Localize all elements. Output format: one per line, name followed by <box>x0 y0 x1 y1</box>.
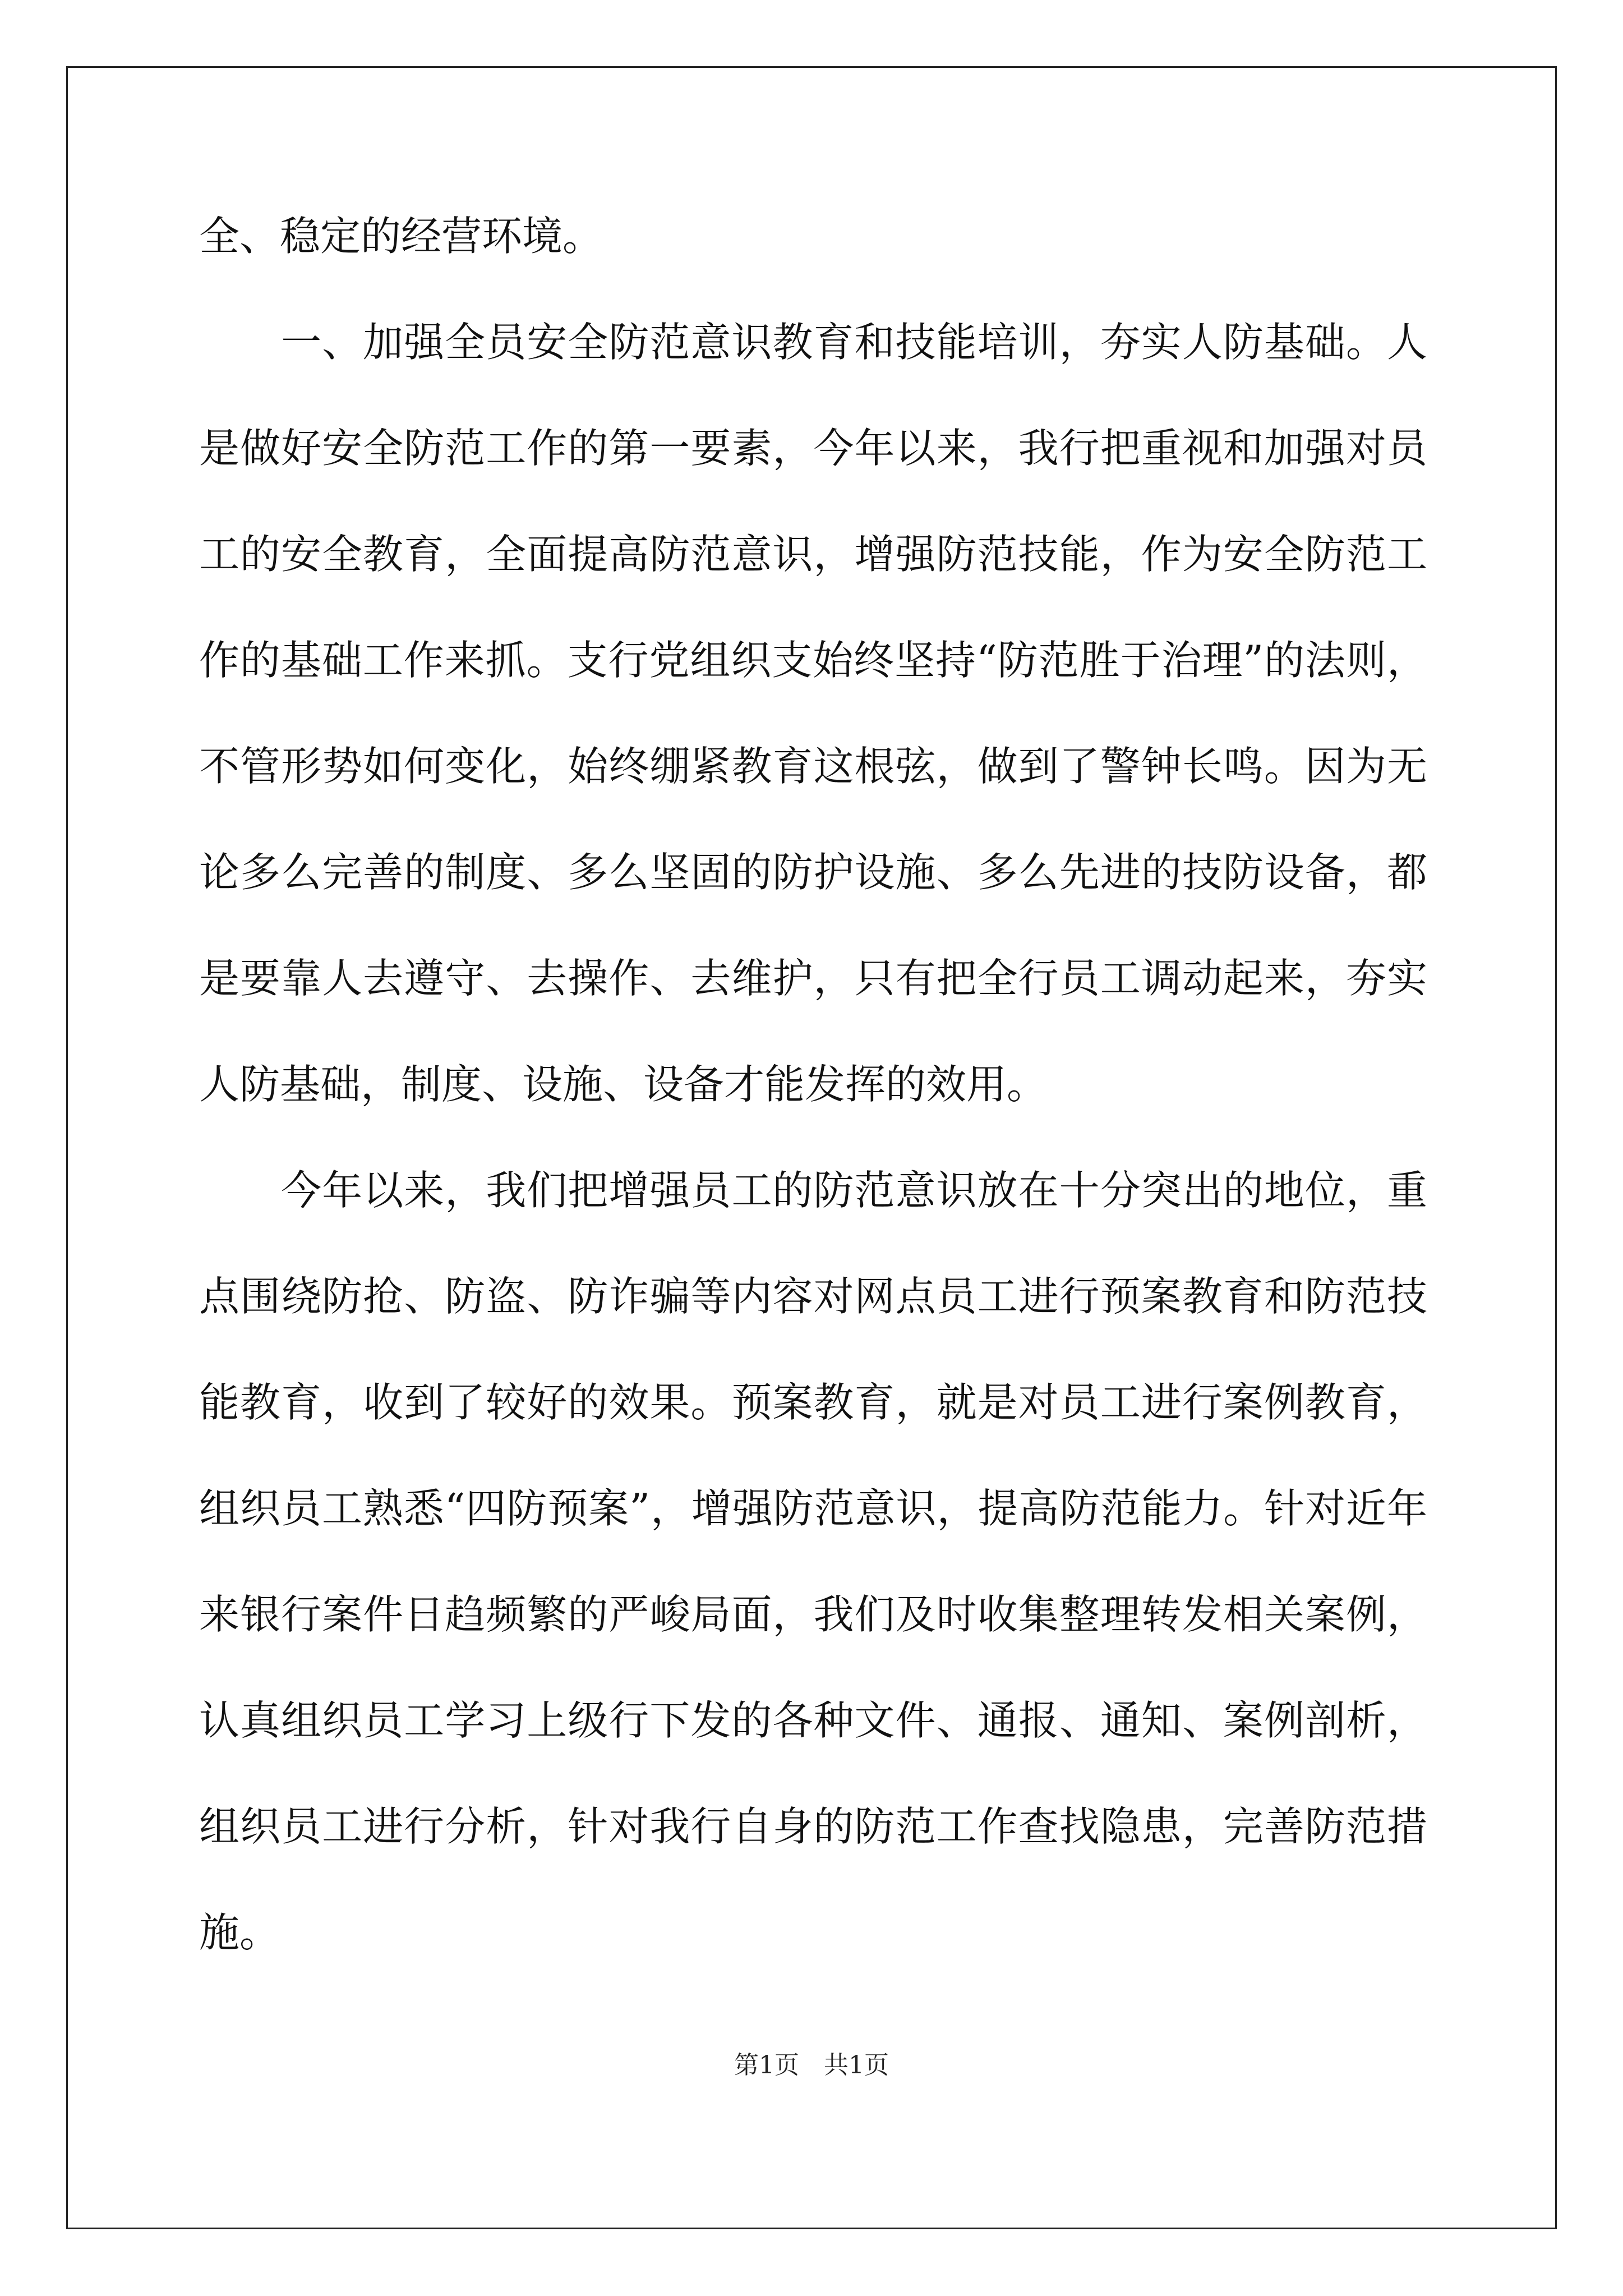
text-line: 不管形势如何变化，始终绷紧教育这根弦，做到了警钟长鸣。因为无 <box>199 743 1427 790</box>
text-line: 施。 <box>199 1909 280 1956</box>
text-line: 认真组织员工学习上级行下发的各种文件、通报、通知、案例剖析， <box>199 1697 1427 1744</box>
page-number-footer: 第1页 共1页 <box>734 2051 889 2079</box>
text-line: 今年以来，我们把增强员工的防范意识放在十分突出的地位，重 <box>199 1167 1427 1214</box>
text-line: 来银行案件日趋频繁的严峻局面，我们及时收集整理转发相关案例， <box>199 1591 1427 1638</box>
text-line: 组织员工熟悉“四防预案”，增强防范意识，提高防范能力。针对近年 <box>199 1485 1427 1532</box>
text-line: 组织员工进行分析，针对我行自身的防范工作查找隐患，完善防范措 <box>199 1803 1427 1850</box>
text-line: 论多么完善的制度、多么坚固的防护设施、多么先进的技防设备，都 <box>199 849 1427 896</box>
text-line: 作的基础工作来抓。支行党组织支始终坚持“防范胜于治理”的法则， <box>199 637 1427 684</box>
text-line: 能教育，收到了较好的效果。预案教育，就是对员工进行案例教育， <box>199 1379 1427 1426</box>
text-line: 全、稳定的经营环境。 <box>199 213 603 260</box>
text-line: 人防基础，制度、设施、设备才能发挥的效用。 <box>199 1061 1048 1108</box>
text-line: 点围绕防抢、防盗、防诈骗等内容对网点员工进行预案教育和防范技 <box>199 1273 1427 1320</box>
document-body <box>199 213 1427 2018</box>
text-line: 一、加强全员安全防范意识教育和技能培训，夯实人防基础。人 <box>199 319 1427 366</box>
text-line: 工的安全教育，全面提高防范意识，增强防范技能，作为安全防范工 <box>199 531 1427 578</box>
text-line: 是做好安全防范工作的第一要素，今年以来，我行把重视和加强对员 <box>199 425 1427 472</box>
text-line: 是要靠人去遵守、去操作、去维护，只有把全行员工调动起来，夯实 <box>199 955 1427 1002</box>
